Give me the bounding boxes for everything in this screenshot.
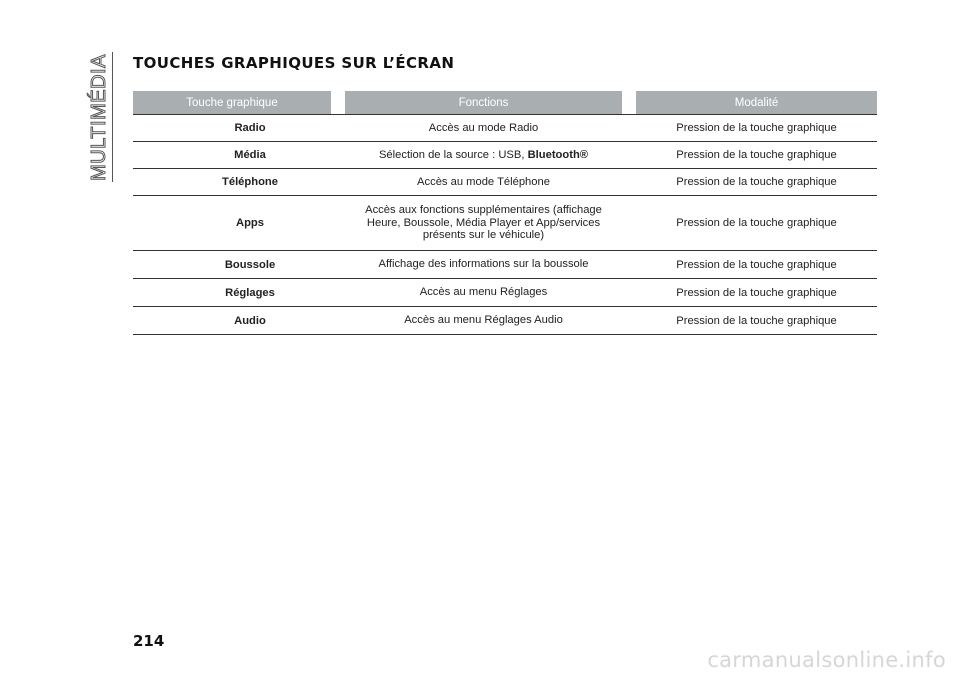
function-cell: Affichage des informations sur la boussole [378,258,589,271]
section-side-label-text: MULTIMÉDIA [87,53,110,181]
table-row [133,169,877,196]
key-cell: Boussole [224,258,276,271]
column-header-modality: Modalité [636,91,877,114]
table-row [133,115,877,142]
key-cell: Apps [236,217,264,229]
column-header-key: Touche graphique [133,91,331,114]
buttons-table [133,91,877,335]
key-cell: Média [234,149,266,161]
page-title: TOUCHES GRAPHIQUES SUR L’ÉCRAN [133,54,455,72]
side-divider [112,52,113,182]
table-row [133,307,877,335]
modality-cell: Pression de la touche graphique [676,149,837,161]
table-header [133,91,877,114]
modality-cell: Pression de la touche graphique [676,258,837,271]
key-cell: Audio [234,314,266,327]
section-side-label [86,52,112,182]
column-header-function: Fonctions [345,91,622,114]
table-row [133,251,877,279]
key-cell: Téléphone [222,176,278,188]
function-line: Accès aux fonctions supplémentaires (affichage [365,204,602,217]
bluetooth-text: Bluetooth® [527,148,589,161]
function-line: Heure, Boussole, Média Player et App/services [366,216,601,229]
key-cell: Radio [234,122,266,134]
watermark: carmanualsonline.info [707,648,946,672]
function-cell: Accès au mode Radio [428,121,539,134]
function-cell: Accès au menu Réglages [419,286,548,299]
function-line: présents sur le véhicule) [422,229,545,242]
function-cell: Accès au menu Réglages Audio [404,314,563,327]
modality-cell: Pression de la touche graphique [676,314,837,327]
function-cell: Accès au mode Téléphone [417,175,550,188]
key-cell: Réglages [225,286,275,299]
modality-cell: Pression de la touche graphique [676,286,837,299]
modality-cell: Pression de la touche graphique [676,176,837,188]
page-number: 214 [133,632,165,650]
modality-cell: Pression de la touche graphique [676,217,837,229]
function-cell [345,204,622,242]
table-row [133,142,877,169]
table-row [133,196,877,251]
modality-cell: Pression de la touche graphique [676,122,837,134]
table-row [133,279,877,307]
function-text: Sélection de la source : USB, [378,148,525,161]
function-cell [345,149,622,162]
